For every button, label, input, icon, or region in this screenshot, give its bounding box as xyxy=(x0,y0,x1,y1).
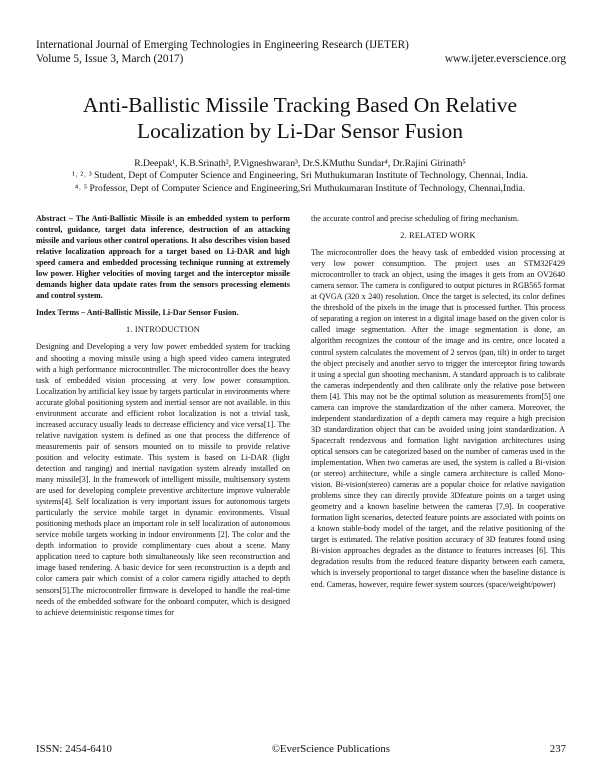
author-block xyxy=(30,158,570,195)
right-column xyxy=(311,213,565,590)
footer-publisher: ©EverScience Publications xyxy=(271,743,390,755)
introduction-body: Designing and Developing a very low power embedded system for tracking and shooting a moving missile using a high speed video camera integrated with a high performance microcontroller. The microcontroller does the heavy task of embedded vision processing at very low power consumption. Localization by artificial key issue by targets particular in environments where accurate global positioning system and inertial sensor are not available. in this environment accurate and efficient robot localization is not a trivial task, increased accuracy usually leads to decrease efficiency and vice versa[1]. The relative navigation system is defined as one that process the difference of measurements pair of sensors mounted on to missile to provide relative position and velocity estimate. This system is based on Li-DAR (light detection and ranging) and inertial navigation system already installed on many missile[3]. In the framework of intelligent missile, multisensory system are used for developing complete preventive architecture improve vulnerable systems[4]. Self localization is very important issues for autonomous targets particularly the service mobile target in dynamic environments. Visual positioning methods place an important role in self localization of autonomous service mobile targets working in indoor environments [2]. The color and the depth information to provide complimentary cues about a scene. Many application need to capture both simultaneously like seen reconstruction and image based rendering. A basic device for seen reconstruction is a depth and color camera pair which consist of a color camera rigidly attached to depth sensors[5].The microcontroller firmware is developed to handle the real-time needs of the embedded software for the onboard computer, which is designed to achieve deterministic response times for xyxy=(36,342,290,617)
left-column xyxy=(36,213,290,618)
journal-volume: Volume 5, Issue 3, March (2017) xyxy=(36,53,184,65)
abstract: Abstract – The Anti-Ballistic Missile is an embedded system to perform control, guidance, target data inference, destruction of an attacking missile and various other control operations. It also describes vision based relative localization approach for a target based on Li-DAR and high speed camera and embedded processing technique running at extremely low power. Higher velocities of moving target and the interceptor missile demands higher data update rates from the sensors processing elements and control system. xyxy=(36,214,290,301)
page-footer xyxy=(36,743,566,755)
journal-issue-row xyxy=(36,52,566,66)
journal-header xyxy=(36,38,566,66)
paper-title: Anti-Ballistic Missile Tracking Based On Relative Localization by Li-Dar Sensor Fusion xyxy=(82,93,518,143)
section-heading-introduction: 1. INTRODUCTION xyxy=(126,325,200,335)
affiliation-professors: ⁴˒ ⁵ Professor, Dept of Computer Science and Engineering,Sri Muthukumaran Institute of Technology, Chennai,India. xyxy=(74,182,526,194)
index-terms: Index Terms – Anti-Ballistic Missile, Li-Dar Sensor Fusion. xyxy=(36,308,239,318)
affiliation-students: ¹˒ ²˒ ³ Student, Dept of Computer Science and Engineering, Sri Muthukumaran Institute of Technology, Chennai, India. xyxy=(71,170,529,182)
section-heading-related-work: 2. RELATED WORK xyxy=(400,231,476,241)
footer-page-number: 237 xyxy=(549,743,566,755)
related-work-body: The microcontroller does the heavy task of embedded vision processing at very low power consumption. The project uses an STM32F429 microcontroller to track an object, using the images it gets from an OV2640 camera sensor. The camera is configured to output pictures in RGB565 format at QVGA (320 x 240) resolution. Once the target is selected, its color defines the threshold of the pixels in the image that is processed further. This process of separating a region on interest in a digital image based on the given color is called image segmentation. After the image segmentation is done, an algorithm recognizes the contour of the image and its centre, once located a control system calculates the movement of 2 servos (pan, tilt) in order to target the object precisely and another servo to trigger the interceptor firing towards it using a special gun shooting mechanism. A standard approach is to calibrate the cameras independently and then calibrate only the relative pose between them [4]. This may not be the optimal solution as measurements from[5] one camera can improve the standardization of the other camera. Moreover, the independent standardization of a depth camera may require a high precision 3D standardization object that can be avoided using joint standardization. A Spacecraft rendezvous and formation light navigation architectures using optical sensors can be categorized based on the number of cameras used in the implementation. When two cameras are used, the system is called a Bi-vision (or stereo) architecture, while a single camera architecture is called Mono-vision. Bi-vision(stereo) cameras are a popular choice for relative navigation problems since they can directly provide 3Dfeature points on a target using geometry and a known baseline between the cameras [7,9]. In cooperative formation light scenarios, detected feature points are associated with points on a known stable-body model of the target, and the relative positioning of the target is estimated. The relative position accuracy of 3D features found using Bi-vision approaches degrades as the distance to features increases [6]. This degradation results from the reduced feature disparity between each camera, which is inversely proportional to target distance when the baseline distance is end. Cameras, however, require fewer system sources (space/weight/power) xyxy=(311,248,565,589)
author-names: R.Deepak¹, K.B.Srinath², P.Vigneshwaran³, Dr.S.KMuthu Sundar⁴, Dr.Rajini Girinath⁵ xyxy=(134,158,466,169)
journal-website: www.ijeter.everscience.org xyxy=(444,53,566,65)
journal-name: International Journal of Emerging Technologies in Engineering Research (IJETER) xyxy=(36,39,409,51)
introduction-continuation: the accurate control and precise scheduling of firing mechanism. xyxy=(311,214,520,223)
footer-issn: ISSN: 2454-6410 xyxy=(36,743,112,755)
